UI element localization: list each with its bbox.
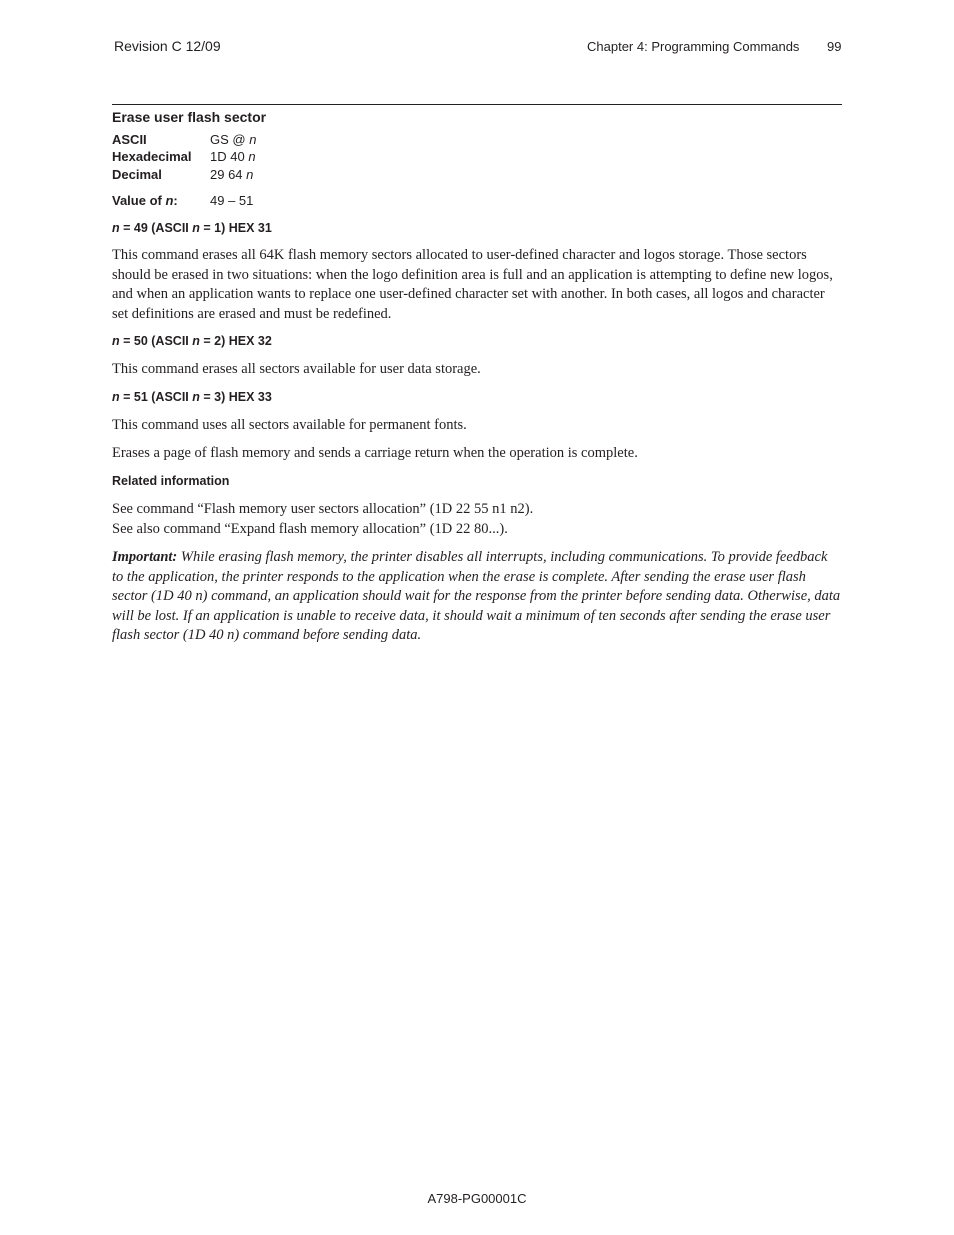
code-label: ASCII: [112, 132, 147, 147]
option-text-50: This command erases all sectors available for user data storage.: [112, 361, 481, 377]
header-revision: Revision C 12/09: [114, 38, 221, 54]
code-label: Hexadecimal: [112, 149, 192, 164]
related-text: [112, 500, 842, 539]
header-chapter: Chapter 4: Programming Commands: [587, 39, 800, 54]
code-value: 29 64 n: [210, 167, 254, 182]
code-value: 1D 40 n: [210, 149, 256, 164]
option-text-51: This command uses all sectors available for permanent fonts.: [112, 417, 467, 433]
important-text: While erasing flash memory, the printer disables all interrupts, including communications. To provide feedback to the application, the printer responds to the application when the erase is complete. After sending the erase user flash sector (1D 40 n) command, an application should wait for the response from the printer before sending data. Otherwise, data will be lost. If an application is unable to receive data, it should wait a minimum of ten seconds after sending the erase user flash sector (1D 40 n) command before sending data.: [112, 549, 841, 644]
important-label: Important:: [112, 549, 178, 565]
important-note: [112, 548, 842, 646]
footer-doc-number: A798-PG00001C: [427, 1191, 527, 1206]
general-text: Erases a page of flash memory and sends a carriage return when the operation is complete.: [112, 445, 638, 461]
section-title: Erase user flash sector: [112, 109, 267, 125]
option-heading-50: n = 50 (ASCII n = 2) HEX 32: [112, 334, 272, 348]
header-page-number: 99: [827, 39, 842, 54]
value-of-n-label: Value of n:: [112, 193, 178, 208]
option-heading-49: n = 49 (ASCII n = 1) HEX 31: [112, 221, 272, 235]
value-of-n-range: 49 – 51: [210, 193, 254, 208]
code-value: GS @ n: [210, 132, 257, 147]
related-line-2: See also command “Expand flash memory allocation” (1D 22 80...).: [112, 520, 508, 537]
code-label: Decimal: [112, 167, 162, 182]
related-heading: Related information: [112, 474, 230, 488]
header-rule: [112, 104, 842, 105]
related-line-1: See command “Flash memory user sectors allocation” (1D 22 55 n1 n2).: [112, 501, 534, 517]
option-heading-51: n = 51 (ASCII n = 3) HEX 33: [112, 390, 272, 404]
option-text-49: This command erases all 64K flash memory sectors allocated to user-defined character and logos storage. Those sectors should be erased in two situations: when the logo definition area is full and an application is attempting to define new logos, and when an application wants to replace one user-defined character set with another. In both cases, all logos and character set definitions are erased and must be redefined.: [112, 247, 833, 322]
